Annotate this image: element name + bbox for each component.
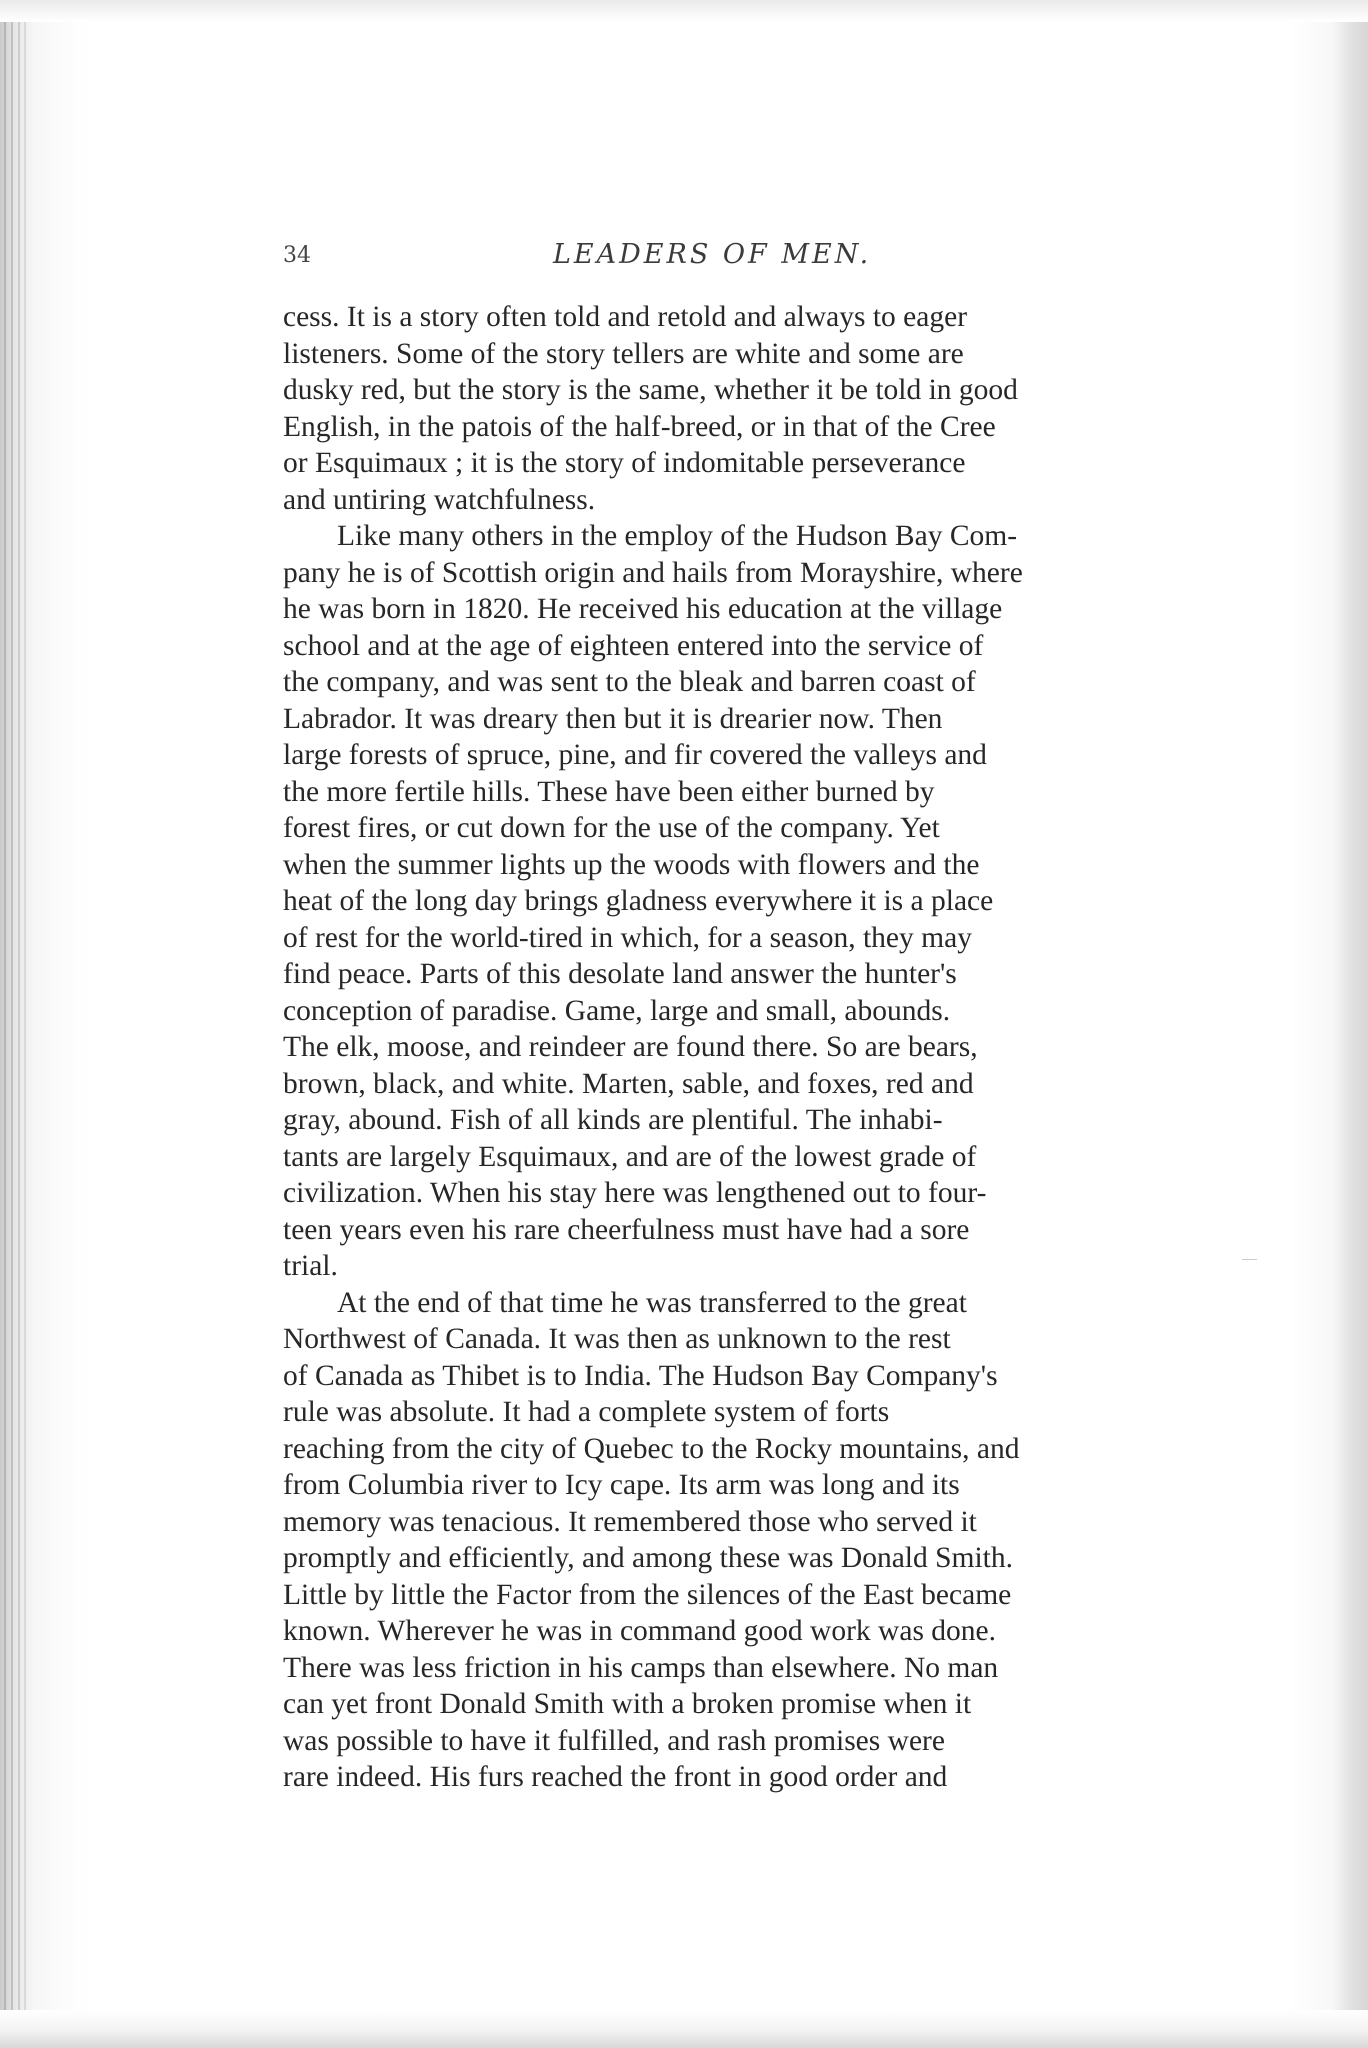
text-line: cess. It is a story often told and retold and always to eager: [283, 301, 968, 333]
text-line: rare indeed. His furs reached the front in good order and: [283, 1761, 948, 1793]
paragraph-3: [283, 1285, 1223, 1796]
text-line: known. Wherever he was in command good work was done.: [283, 1615, 997, 1647]
text-line: conception of paradise. Game, large and small, abounds.: [283, 994, 951, 1027]
text-line: At the end of that time he was transferred to the great: [337, 1286, 967, 1319]
edge-line: [11, 0, 13, 2048]
margin-mark: [1242, 1259, 1257, 1260]
right-page-edge: [1334, 0, 1368, 2048]
text-line: school and at the age of eighteen entered into the service of: [283, 629, 984, 662]
text-line: Labrador. It was dreary then but it is drearier now. Then: [283, 702, 943, 735]
left-page-edge: [0, 0, 86, 2048]
text-line: pany he is of Scottish origin and hails from Morayshire, where: [283, 556, 1023, 589]
text-line: forest fires, or cut down for the use of the company. Yet: [283, 812, 940, 844]
text-line: of rest for the world-tired in which, for a season, they may: [283, 921, 972, 954]
running-head: [283, 241, 1223, 281]
top-page-edge: [0, 0, 1368, 22]
text-line: rule was absolute. It had a complete system of forts: [283, 1396, 890, 1428]
text-line: was possible to have it fulfilled, and rash promises were: [283, 1724, 945, 1757]
edge-line: [18, 0, 20, 2048]
text-line: civilization. When his stay here was lengthened out to four-: [283, 1177, 987, 1209]
text-line: listeners. Some of the story tellers are white and some are: [283, 337, 964, 370]
text-line: brown, black, and white. Marten, sable, and foxes, red and: [283, 1067, 974, 1100]
bottom-page-edge: [0, 2010, 1368, 2048]
running-title: LEADERS OF MEN.: [553, 239, 872, 270]
text-line: he was born in 1820. He received his education at the village: [283, 593, 1003, 625]
text-line: large forests of spruce, pine, and fir covered the valleys and: [283, 739, 987, 771]
text-line: when the summer lights up the woods with flowers and the: [283, 848, 980, 881]
text-line: find peace. Parts of this desolate land answer the hunter's: [283, 958, 957, 990]
text-line: and untiring watchfulness.: [283, 483, 596, 516]
text-line: There was less friction in his camps than elsewhere. No man: [283, 1651, 999, 1684]
text-line: dusky red, but the story is the same, whether it be told in good: [283, 374, 1018, 406]
text-line: heat of the long day brings gladness everywhere it is a place: [283, 885, 994, 917]
text-line: The elk, moose, and reindeer are found there. So are bears,: [283, 1031, 978, 1063]
text-line: teen years even his rare cheerfulness must have had a sore: [283, 1213, 970, 1246]
body-text: [283, 299, 1223, 1796]
text-line: Like many others in the employ of the Hudson Bay Com-: [337, 520, 1018, 552]
text-line: of Canada as Thibet is to India. The Hudson Bay Company's: [283, 1359, 998, 1392]
text-line: tants are largely Esquimaux, and are of the lowest grade of: [283, 1140, 977, 1173]
text-line: from Columbia river to Icy cape. Its arm was long and its: [283, 1469, 960, 1501]
text-line: can yet front Donald Smith with a broken promise when it: [283, 1688, 972, 1720]
edge-line: [24, 0, 26, 2048]
text-line: the company, and was sent to the bleak and barren coast of: [283, 666, 976, 698]
text-line: the more fertile hills. These have been either burned by: [283, 775, 935, 808]
text-line: memory was tenacious. It remembered those who served it: [283, 1505, 977, 1538]
edge-line: [4, 0, 6, 2048]
text-line: promptly and efficiently, and among these was Donald Smith.: [283, 1542, 1013, 1574]
text-line: reaching from the city of Quebec to the Rocky mountains, and: [283, 1432, 1020, 1465]
text-line: English, in the patois of the half-breed, or in that of the Cree: [283, 410, 996, 443]
text-line: trial.: [283, 1250, 338, 1282]
page-number: 34: [283, 243, 311, 268]
paragraph-2: [283, 518, 1223, 1285]
text-line: Northwest of Canada. It was then as unknown to the rest: [283, 1323, 951, 1355]
paragraph-1: [283, 299, 1223, 518]
text-line: Little by little the Factor from the silences of the East became: [283, 1578, 1012, 1611]
text-line: gray, abound. Fish of all kinds are plentiful. The inhabi-: [283, 1104, 943, 1136]
text-line: or Esquimaux ; it is the story of indomitable perseverance: [283, 447, 966, 479]
